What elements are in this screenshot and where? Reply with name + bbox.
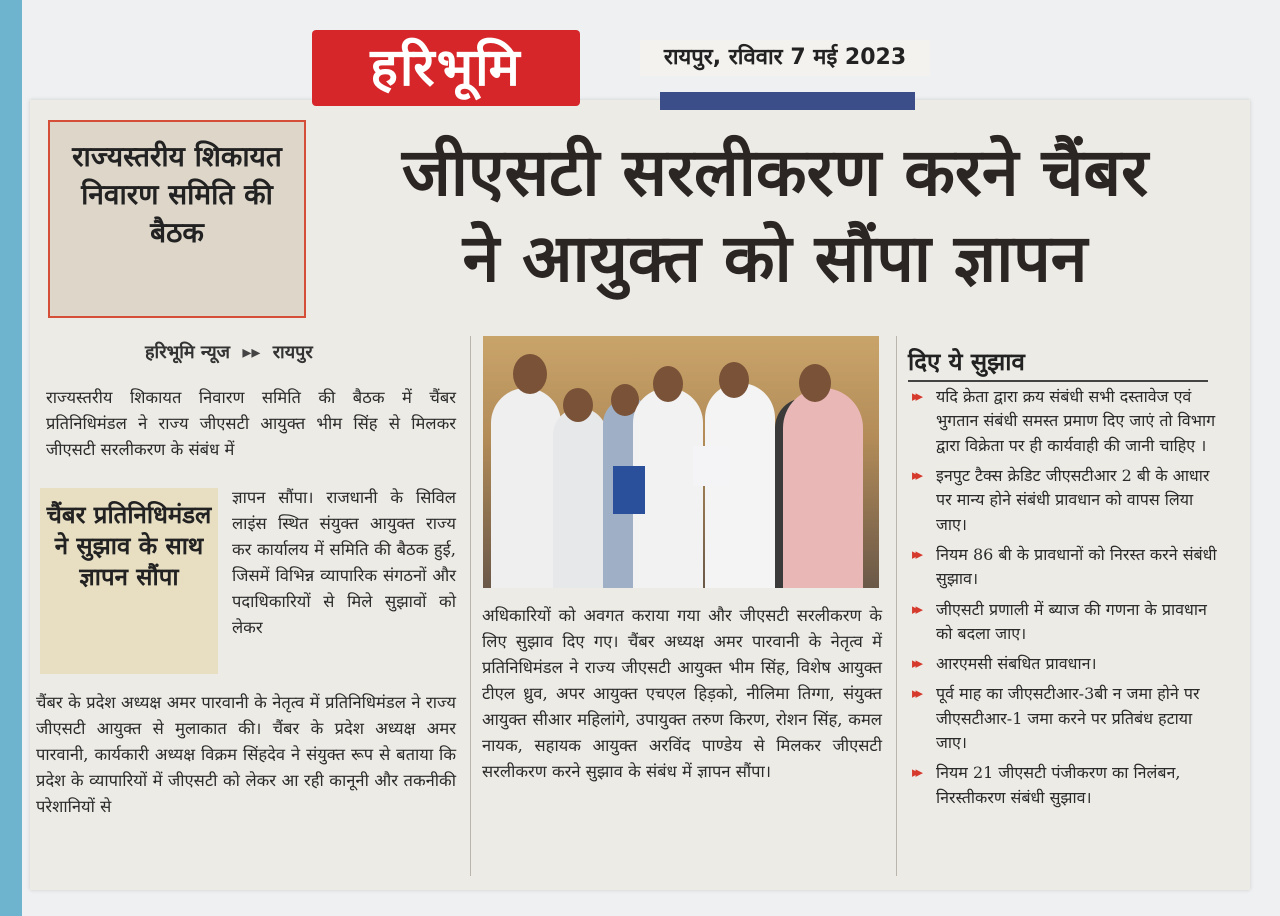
- headline-line-2: ने आयुक्त को सौंपा ज्ञापन: [462, 219, 1088, 297]
- article-paragraph-4: अधिकारियों को अवगत कराया गया और जीएसटी सरलीकरण के लिए सुझाव दिए गए। चैंबर अध्यक्ष अमर पारवानी के नेतृत्व में प्रतिनिधिमंडल ने राज्य जीएसटी आयुक्त भीम सिंह, विशेष आयुक्त टीएल ध्रुव, अपर आयुक्त एचएल हिड़को, नीलिमा तिग्गा, संयुक्त आयुक्त सीआर महिलांगे, उपायुक्त तरुण किरण, रोशन सिंह, कमल नायक, सहायक आयुक्त अरविंद पाण्डेय से मिलकर जीएसटी सरलीकरण करने सुझाव के संबंध में ज्ञापन सौंपा।: [482, 606, 882, 782]
- arrow-bullet-icon: ▸▸: [912, 465, 920, 484]
- byline-place: रायपुर: [272, 342, 313, 363]
- arrow-bullet-icon: ▸▸: [912, 763, 920, 782]
- arrow-bullet-icon: ▸▸: [912, 599, 920, 618]
- suggestion-item: ▸▸ पूर्व माह का जीएसटीआर-3बी न जमा होने पर जीएसटीआर-1 जमा करने पर प्रतिबंध हटाया जाए।: [912, 684, 1200, 753]
- article-paragraph-2: ज्ञापन सौंपा। राजधानी के सिविल लाइंस स्थित संयुक्त आयुक्त राज्य कर कार्यालय में समिति की बैठक हुई, जिसमें विभिन्न व्यापारिक संगठनों और पदाधिकारियों से मिले सुझावों को लेकर: [232, 488, 456, 638]
- news-photo: [483, 336, 879, 588]
- background-edge: [0, 0, 22, 916]
- arrow-bullet-icon: ▸▸: [912, 654, 920, 673]
- suggestion-item: ▸▸ जीएसटी प्रणाली में ब्याज की गणना के प्रावधान को बदला जाए।: [912, 599, 1207, 643]
- byline-arrows: ▸▸: [242, 342, 261, 363]
- suggestions-list: [912, 385, 1224, 816]
- photo-person: [491, 388, 561, 588]
- photo-person-head: [653, 366, 683, 402]
- kicker-box: राज्यस्तरीय शिकायत निवारण समिति की बैठक: [48, 120, 306, 318]
- photo-person-head: [719, 362, 749, 398]
- column-divider: [896, 336, 897, 876]
- arrow-bullet-icon: ▸▸: [912, 387, 920, 405]
- photo-person-head: [563, 388, 593, 422]
- dateline-bar: [660, 92, 915, 110]
- photo-person-head: [799, 364, 831, 402]
- photo-person-head: [513, 354, 547, 394]
- suggestion-item: ▸▸ इनपुट टैक्स क्रेडिट जीएसटीआर 2 बी के आधार पर मान्य होने संबंधी प्रावधान को वापस लिया जाए।: [912, 465, 1210, 534]
- column-divider: [470, 336, 471, 876]
- suggestion-item: ▸▸ यदि क्रेता द्वारा क्रय संबंधी सभी दस्तावेज एवं भुगतान संबंधी समस्त प्रमाण दिए जाएं तो विभाग द्वारा विक्रेता पर ही कार्यवाही की जानी चाहिए ।: [912, 387, 1216, 455]
- suggestion-item: ▸▸ नियम 21 जीएसटी पंजीकरण का निलंबन, निरस्तीकरण संबंधी सुझाव।: [912, 763, 1181, 807]
- arrow-bullet-icon: ▸▸: [912, 544, 920, 563]
- headline-line-1: जीएसटी सरलीकरण करने चैंबर: [401, 134, 1149, 211]
- suggestion-item: ▸▸ नियम 86 बी के प्रावधानों को निरस्त करने संबंधी सुझाव।: [912, 544, 1217, 589]
- suggestions-title: दिए ये सुझाव: [908, 345, 1208, 382]
- byline-source: हरिभूमि न्यूज: [145, 342, 231, 363]
- photo-blue-folder: [613, 466, 645, 514]
- article-paragraph-1: राज्यस्तरीय शिकायत निवारण समिति की बैठक में चैंबर प्रतिनिधिमंडल ने राज्य जीएसटी आयुक्त भीम सिंह से मिलकर जीएसटी सरलीकरण के संबंध में: [46, 388, 456, 460]
- article-paragraph-3: चैंबर के प्रदेश अध्यक्ष अमर पारवानी के नेतृत्व में प्रतिनिधिमंडल ने राज्य जीएसटी आयुक्त से मुलाकात की। चैंबर के प्रदेश अध्यक्ष अमर पारवानी, कार्यकारी अध्यक्ष विक्रम सिंहदेव ने संयुक्त रूप से बताया कि प्रदेश के व्यापारियों में जीएसटी को लेकर आ रही कानूनी और तकनीकी परेशानियों से: [36, 693, 456, 817]
- photo-person: [553, 408, 607, 588]
- photo-person: [783, 388, 863, 588]
- photo-document: [693, 446, 729, 486]
- suggestion-item: ▸▸ आरएमसी संबधित प्रावधान।: [912, 654, 1097, 674]
- arrow-bullet-icon: ▸▸: [912, 684, 920, 703]
- byline: [145, 340, 445, 364]
- headline: [320, 130, 1230, 302]
- dateline: रायपुर, रविवार 7 मई 2023: [640, 40, 930, 76]
- pull-quote-box: चैंबर प्रतिनिधिमंडल ने सुझाव के साथ ज्ञापन सौंपा: [40, 488, 218, 674]
- masthead-logo: हरिभूमि: [312, 30, 580, 106]
